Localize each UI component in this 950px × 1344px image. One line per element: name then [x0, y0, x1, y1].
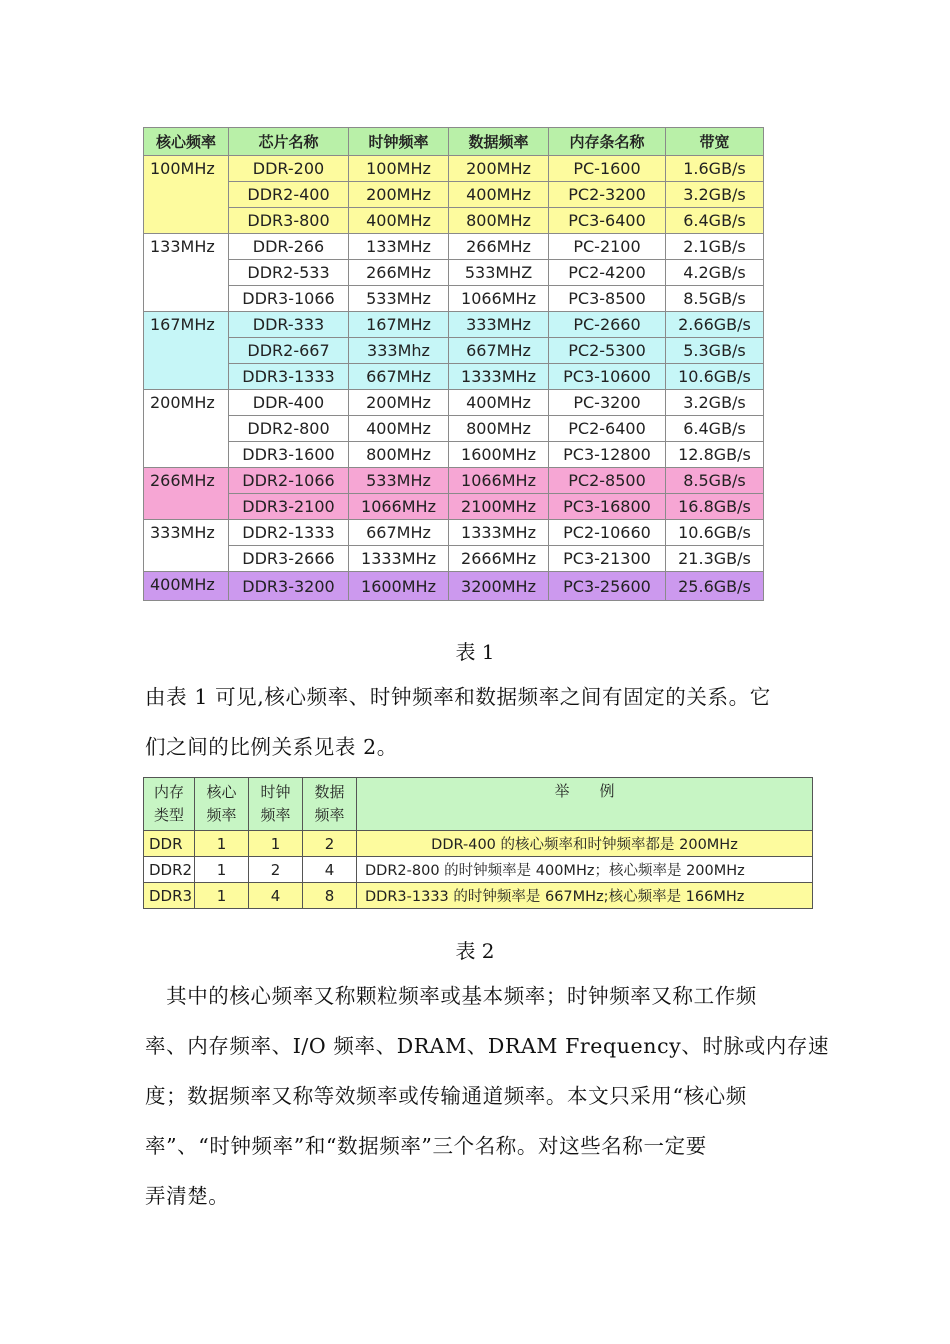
cell-module-name: PC-3200 — [549, 390, 666, 416]
cell-clock: 2 — [249, 857, 303, 883]
table1-row — [144, 442, 764, 468]
cell-data-frequency: 1600MHz — [449, 442, 549, 468]
header-data-frequency: 数据频率 — [449, 128, 549, 156]
cell-module-name: PC2-3200 — [549, 182, 666, 208]
table1-row — [144, 338, 764, 364]
table1-body — [144, 156, 764, 601]
cell-bandwidth: 12.8GB/s — [666, 442, 764, 468]
header-clock — [249, 778, 303, 831]
header-text: 数据 — [314, 783, 345, 801]
paragraph-intro — [145, 672, 810, 772]
cell-module-name: PC3-12800 — [549, 442, 666, 468]
cell-module-name: PC3-25600 — [549, 572, 666, 601]
cell-chip-name: DDR3-800 — [229, 208, 349, 234]
header-text: 内存 — [153, 783, 184, 801]
cell-module-name: PC-1600 — [549, 156, 666, 182]
cell-data: 8 — [303, 883, 357, 909]
cell-core-frequency: 100MHz — [144, 156, 229, 234]
cell-module-name: PC2-5300 — [549, 338, 666, 364]
table1-row — [144, 260, 764, 286]
cell-example: DDR2-800 的时钟频率是 400MHz；核心频率是 200MHz — [357, 857, 813, 883]
cell-core-frequency: 400MHz — [144, 572, 229, 601]
table1-row — [144, 546, 764, 572]
cell-clock-frequency: 667MHz — [349, 364, 449, 390]
cell-data-frequency: 1333MHz — [449, 364, 549, 390]
paragraph-line: 度；数据频率又称等效频率或传输通道频率。本文只采用“核心频 — [145, 1084, 747, 1108]
cell-module-name: PC2-8500 — [549, 468, 666, 494]
cell-chip-name: DDR2-1333 — [229, 520, 349, 546]
header-text: 类型 — [153, 806, 184, 824]
cell-clock-frequency: 1066MHz — [349, 494, 449, 520]
table1-row — [144, 572, 764, 601]
cell-module-name: PC3-21300 — [549, 546, 666, 572]
cell-data-frequency: 2666MHz — [449, 546, 549, 572]
cell-clock-frequency: 100MHz — [349, 156, 449, 182]
cell-bandwidth: 10.6GB/s — [666, 520, 764, 546]
memory-frequency-table — [143, 127, 764, 601]
table1-row — [144, 182, 764, 208]
table2-row — [144, 857, 813, 883]
table1-row — [144, 156, 764, 182]
header-module-name: 内存条名称 — [549, 128, 666, 156]
cell-clock-frequency: 533MHz — [349, 468, 449, 494]
cell-bandwidth: 6.4GB/s — [666, 208, 764, 234]
cell-example: DDR-400 的核心频率和时钟频率都是 200MHz — [357, 831, 813, 857]
cell-data-frequency: 400MHz — [449, 182, 549, 208]
cell-core: 1 — [195, 831, 249, 857]
cell-data-frequency: 2100MHz — [449, 494, 549, 520]
cell-clock: 4 — [249, 883, 303, 909]
header-memory-type — [144, 778, 195, 831]
paragraph-line: 们之间的比例关系见表 2。 — [145, 735, 398, 759]
cell-bandwidth: 4.2GB/s — [666, 260, 764, 286]
cell-core-frequency: 266MHz — [144, 468, 229, 520]
cell-data-frequency: 1066MHz — [449, 468, 549, 494]
cell-bandwidth: 3.2GB/s — [666, 390, 764, 416]
cell-data-frequency: 533MHZ — [449, 260, 549, 286]
header-core — [195, 778, 249, 831]
cell-clock-frequency: 200MHz — [349, 390, 449, 416]
header-example: 举 例 — [357, 778, 813, 831]
cell-clock-frequency: 800MHz — [349, 442, 449, 468]
cell-clock-frequency: 1333MHz — [349, 546, 449, 572]
table1-row — [144, 234, 764, 260]
cell-bandwidth: 3.2GB/s — [666, 182, 764, 208]
cell-data-frequency: 333MHz — [449, 312, 549, 338]
cell-clock: 1 — [249, 831, 303, 857]
cell-module-name: PC2-6400 — [549, 416, 666, 442]
header-text: 频率 — [314, 806, 345, 824]
cell-clock-frequency: 133MHz — [349, 234, 449, 260]
paragraph-line: 其中的核心频率又称颗粒频率或基本频率；时钟频率又称工作频 — [145, 984, 757, 1008]
table1-row — [144, 390, 764, 416]
cell-data: 4 — [303, 857, 357, 883]
cell-clock-frequency: 200MHz — [349, 182, 449, 208]
table1-row — [144, 286, 764, 312]
cell-chip-name: DDR3-1066 — [229, 286, 349, 312]
cell-chip-name: DDR3-2666 — [229, 546, 349, 572]
cell-data-frequency: 800MHz — [449, 416, 549, 442]
table1-row — [144, 208, 764, 234]
cell-core-frequency: 333MHz — [144, 520, 229, 572]
cell-chip-name: DDR3-1600 — [229, 442, 349, 468]
cell-core: 1 — [195, 857, 249, 883]
table1-row — [144, 312, 764, 338]
cell-bandwidth: 10.6GB/s — [666, 364, 764, 390]
table2-header-row — [144, 778, 813, 831]
cell-core-frequency: 133MHz — [144, 234, 229, 312]
cell-bandwidth: 16.8GB/s — [666, 494, 764, 520]
table1-caption: 表 1 — [455, 640, 495, 664]
cell-clock-frequency: 266MHz — [349, 260, 449, 286]
cell-type: DDR2 — [144, 857, 195, 883]
cell-bandwidth: 8.5GB/s — [666, 468, 764, 494]
cell-chip-name: DDR3-3200 — [229, 572, 349, 601]
cell-data-frequency: 667MHz — [449, 338, 549, 364]
cell-clock-frequency: 533MHz — [349, 286, 449, 312]
table1-row — [144, 520, 764, 546]
cell-chip-name: DDR-400 — [229, 390, 349, 416]
header-text: 频率 — [206, 806, 237, 824]
cell-chip-name: DDR2-1066 — [229, 468, 349, 494]
header-text: 频率 — [260, 806, 291, 824]
cell-clock-frequency: 1600MHz — [349, 572, 449, 601]
header-chip-name: 芯片名称 — [229, 128, 349, 156]
cell-module-name: PC-2100 — [549, 234, 666, 260]
paragraph-line: 弄清楚。 — [145, 1184, 230, 1208]
cell-clock-frequency: 167MHz — [349, 312, 449, 338]
cell-core: 1 — [195, 883, 249, 909]
cell-module-name: PC3-6400 — [549, 208, 666, 234]
cell-chip-name: DDR3-2100 — [229, 494, 349, 520]
table1-row — [144, 468, 764, 494]
cell-chip-name: DDR-333 — [229, 312, 349, 338]
paragraph-line: 率”、“时钟频率”和“数据频率”三个名称。对这些名称一定要 — [145, 1134, 707, 1158]
cell-core-frequency: 167MHz — [144, 312, 229, 390]
cell-chip-name: DDR2-800 — [229, 416, 349, 442]
cell-chip-name: DDR2-533 — [229, 260, 349, 286]
cell-module-name: PC3-10600 — [549, 364, 666, 390]
cell-data-frequency: 1066MHz — [449, 286, 549, 312]
table2-caption: 表 2 — [455, 939, 495, 963]
cell-bandwidth: 1.6GB/s — [666, 156, 764, 182]
cell-type: DDR — [144, 831, 195, 857]
table1-row — [144, 364, 764, 390]
cell-bandwidth: 21.3GB/s — [666, 546, 764, 572]
cell-type: DDR3 — [144, 883, 195, 909]
cell-data-frequency: 800MHz — [449, 208, 549, 234]
header-clock-frequency: 时钟频率 — [349, 128, 449, 156]
cell-bandwidth: 2.66GB/s — [666, 312, 764, 338]
table2-row — [144, 831, 813, 857]
header-core-frequency: 核心频率 — [144, 128, 229, 156]
cell-bandwidth: 5.3GB/s — [666, 338, 764, 364]
table1-header-row — [144, 128, 764, 156]
cell-chip-name: DDR2-400 — [229, 182, 349, 208]
header-bandwidth: 带宽 — [666, 128, 764, 156]
cell-data-frequency: 1333MHz — [449, 520, 549, 546]
paragraph-line: 由表 1 可见,核心频率、时钟频率和数据频率之间有固定的关系。它 — [145, 685, 771, 709]
table1-row — [144, 416, 764, 442]
cell-chip-name: DDR-200 — [229, 156, 349, 182]
header-text: 时钟 — [260, 783, 291, 801]
cell-module-name: PC-2660 — [549, 312, 666, 338]
cell-data-frequency: 400MHz — [449, 390, 549, 416]
paragraph-line: 率、内存频率、I/O 频率、DRAM、DRAM Frequency、时脉或内存速 — [145, 1034, 830, 1058]
header-text: 核心 — [206, 783, 237, 801]
cell-clock-frequency: 400MHz — [349, 416, 449, 442]
cell-core-frequency: 200MHz — [144, 390, 229, 468]
cell-data-frequency: 200MHz — [449, 156, 549, 182]
cell-bandwidth: 6.4GB/s — [666, 416, 764, 442]
cell-data-frequency: 266MHz — [449, 234, 549, 260]
cell-chip-name: DDR2-667 — [229, 338, 349, 364]
cell-data-frequency: 3200MHz — [449, 572, 549, 601]
cell-chip-name: DDR-266 — [229, 234, 349, 260]
cell-clock-frequency: 400MHz — [349, 208, 449, 234]
cell-module-name: PC2-10660 — [549, 520, 666, 546]
cell-module-name: PC2-4200 — [549, 260, 666, 286]
cell-bandwidth: 8.5GB/s — [666, 286, 764, 312]
ratio-table — [143, 777, 813, 909]
cell-bandwidth: 2.1GB/s — [666, 234, 764, 260]
table1-row — [144, 494, 764, 520]
header-data — [303, 778, 357, 831]
cell-example: DDR3-1333 的时钟频率是 667MHz;核心频率是 166MHz — [357, 883, 813, 909]
cell-data: 2 — [303, 831, 357, 857]
paragraph-terminology — [145, 971, 830, 1221]
cell-bandwidth: 25.6GB/s — [666, 572, 764, 601]
cell-module-name: PC3-16800 — [549, 494, 666, 520]
cell-clock-frequency: 667MHz — [349, 520, 449, 546]
cell-module-name: PC3-8500 — [549, 286, 666, 312]
table2-row — [144, 883, 813, 909]
cell-chip-name: DDR3-1333 — [229, 364, 349, 390]
cell-clock-frequency: 333Mhz — [349, 338, 449, 364]
